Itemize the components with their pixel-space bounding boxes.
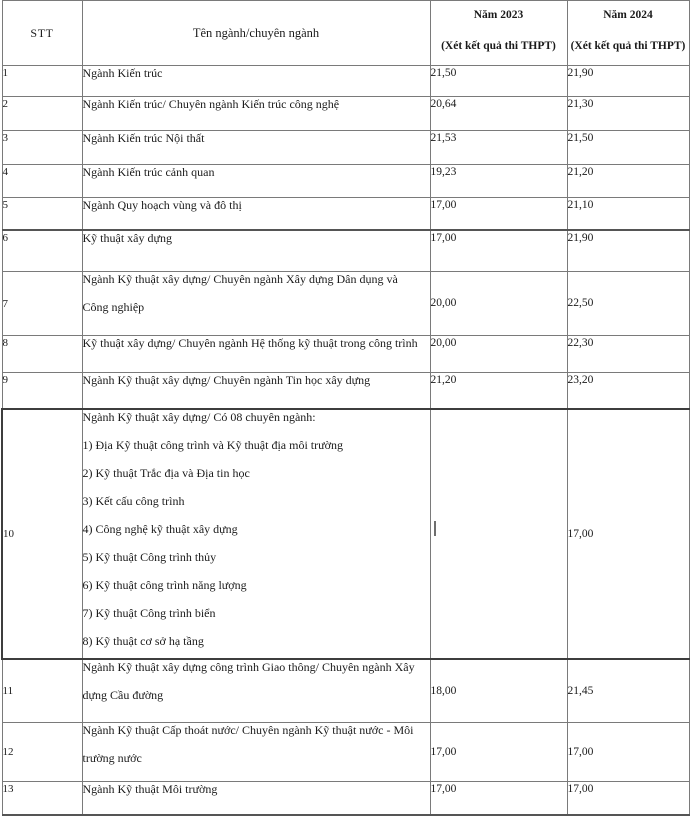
major-name: Kỹ thuật xây dựng bbox=[82, 230, 430, 272]
major-name bbox=[82, 272, 430, 336]
major-name bbox=[82, 659, 430, 723]
score-2024: 21,20 bbox=[567, 165, 689, 198]
row-index: 2 bbox=[2, 97, 82, 131]
admission-benchmark-table bbox=[1, 0, 690, 816]
year-2023-subtitle: (Xét kết quả thi THPT) bbox=[441, 40, 556, 52]
column-header-stt: STT bbox=[2, 1, 82, 66]
row-index: 7 bbox=[2, 272, 82, 336]
major-name-line-1: Ngành Kỹ thuật xây dựng/ Chuyên ngành Xây dựng Dân dụng và bbox=[82, 272, 398, 286]
column-header-major-name: Tên ngành/chuyên ngành bbox=[82, 1, 430, 66]
score-2024: 17,00 bbox=[567, 723, 689, 782]
column-header-year-2024 bbox=[567, 1, 689, 66]
score-2023: 20,00 bbox=[430, 272, 567, 336]
year-2024-subtitle: (Xét kết quả thi THPT) bbox=[570, 40, 686, 52]
score-2024: 23,20 bbox=[567, 373, 689, 410]
score-2023: 20,00 bbox=[430, 336, 567, 373]
major-name-line-2: dựng Cầu đường bbox=[82, 688, 164, 702]
major-name bbox=[82, 723, 430, 782]
table-body bbox=[2, 66, 689, 816]
row-index: 9 bbox=[2, 373, 82, 410]
table-row bbox=[2, 659, 689, 723]
list-item: 5) Kỹ thuật Công trình thủy bbox=[82, 550, 217, 564]
specialization-intro: Ngành Kỹ thuật xây dựng/ Có 08 chuyên ngành: bbox=[82, 410, 316, 424]
specialization-list bbox=[83, 438, 430, 649]
row-index: 5 bbox=[2, 198, 82, 231]
score-2024: 22,50 bbox=[567, 272, 689, 336]
score-2023: 21,50 bbox=[430, 66, 567, 97]
table-row bbox=[2, 782, 689, 816]
major-name-line-1: Ngành Kỹ thuật xây dựng công trình Giao thông/ Chuyên ngành Xây bbox=[82, 660, 415, 674]
score-2023: 17,00 bbox=[430, 198, 567, 231]
table-row bbox=[2, 336, 689, 373]
row-index: 12 bbox=[2, 723, 82, 782]
row-index: 10 bbox=[2, 409, 82, 659]
table-row bbox=[2, 66, 689, 97]
score-2024: 17,00 bbox=[567, 409, 689, 659]
table-row bbox=[2, 723, 689, 782]
score-2023: 18,00 bbox=[430, 659, 567, 723]
table-row bbox=[2, 373, 689, 410]
major-name: Ngành Kiến trúc Nội thất bbox=[82, 131, 430, 165]
column-header-year-2023 bbox=[430, 1, 567, 66]
major-name bbox=[82, 409, 430, 659]
list-item: 2) Kỹ thuật Trắc địa và Địa tin học bbox=[82, 466, 250, 480]
score-2024: 21,45 bbox=[567, 659, 689, 723]
list-item: 4) Công nghệ kỹ thuật xây dựng bbox=[82, 522, 238, 536]
major-name: Kỹ thuật xây dựng/ Chuyên ngành Hệ thống kỹ thuật trong công trình bbox=[82, 336, 430, 373]
score-2024: 21,50 bbox=[567, 131, 689, 165]
row-index: 6 bbox=[2, 230, 82, 272]
list-item: 1) Địa Kỹ thuật công trình và Kỹ thuật địa môi trường bbox=[82, 438, 343, 452]
score-2023: 17,00 bbox=[430, 230, 567, 272]
year-2024-title: Năm 2024 bbox=[603, 9, 653, 21]
list-item: 3) Kết cấu công trình bbox=[82, 494, 185, 508]
row-index: 1 bbox=[2, 66, 82, 97]
major-name: Ngành Kỹ thuật xây dựng/ Chuyên ngành Tin học xây dựng bbox=[82, 373, 430, 410]
score-2023: 17,00 bbox=[430, 723, 567, 782]
table-row bbox=[2, 131, 689, 165]
score-2023: 20,64 bbox=[430, 97, 567, 131]
major-name: Ngành Kiến trúc bbox=[82, 66, 430, 97]
list-item: 6) Kỹ thuật công trình năng lượng bbox=[82, 578, 247, 592]
list-item: 7) Kỹ thuật Công trình biển bbox=[82, 606, 216, 620]
score-2024: 21,30 bbox=[567, 97, 689, 131]
table-row bbox=[2, 272, 689, 336]
table-row bbox=[2, 409, 689, 659]
list-item: 8) Kỹ thuật cơ sở hạ tầng bbox=[82, 634, 204, 648]
major-name-line-1: Ngành Kỹ thuật Cấp thoát nước/ Chuyên ngành Kỹ thuật nước - Môi bbox=[82, 723, 414, 737]
table-header bbox=[2, 1, 689, 66]
text-cursor-caret bbox=[434, 521, 436, 536]
table-row bbox=[2, 198, 689, 231]
row-index: 13 bbox=[2, 782, 82, 816]
table-row bbox=[2, 230, 689, 272]
major-name: Ngành Quy hoạch vùng và đô thị bbox=[82, 198, 430, 231]
major-name: Ngành Kiến trúc/ Chuyên ngành Kiến trúc công nghệ bbox=[82, 97, 430, 131]
year-2023-title: Năm 2023 bbox=[473, 9, 524, 21]
score-2024: 21,10 bbox=[567, 198, 689, 231]
major-name-line-2: trường nước bbox=[82, 751, 142, 765]
row-index: 3 bbox=[2, 131, 82, 165]
header-row bbox=[2, 1, 689, 66]
table-row bbox=[2, 165, 689, 198]
score-2023: 21,53 bbox=[430, 131, 567, 165]
score-2023: 19,23 bbox=[430, 165, 567, 198]
table-row bbox=[2, 97, 689, 131]
score-2024: 17,00 bbox=[567, 782, 689, 816]
major-name-line-2: Công nghiệp bbox=[82, 300, 145, 314]
score-2024: 22,30 bbox=[567, 336, 689, 373]
score-2024: 21,90 bbox=[567, 230, 689, 272]
row-index: 8 bbox=[2, 336, 82, 373]
major-name: Ngành Kiến trúc cảnh quan bbox=[82, 165, 430, 198]
score-2023: 17,00 bbox=[430, 782, 567, 816]
score-2024: 21,90 bbox=[567, 66, 689, 97]
row-index: 11 bbox=[2, 659, 82, 723]
score-2023 bbox=[430, 409, 567, 659]
row-index: 4 bbox=[2, 165, 82, 198]
score-2023: 21,20 bbox=[430, 373, 567, 410]
major-name: Ngành Kỹ thuật Môi trường bbox=[82, 782, 430, 816]
